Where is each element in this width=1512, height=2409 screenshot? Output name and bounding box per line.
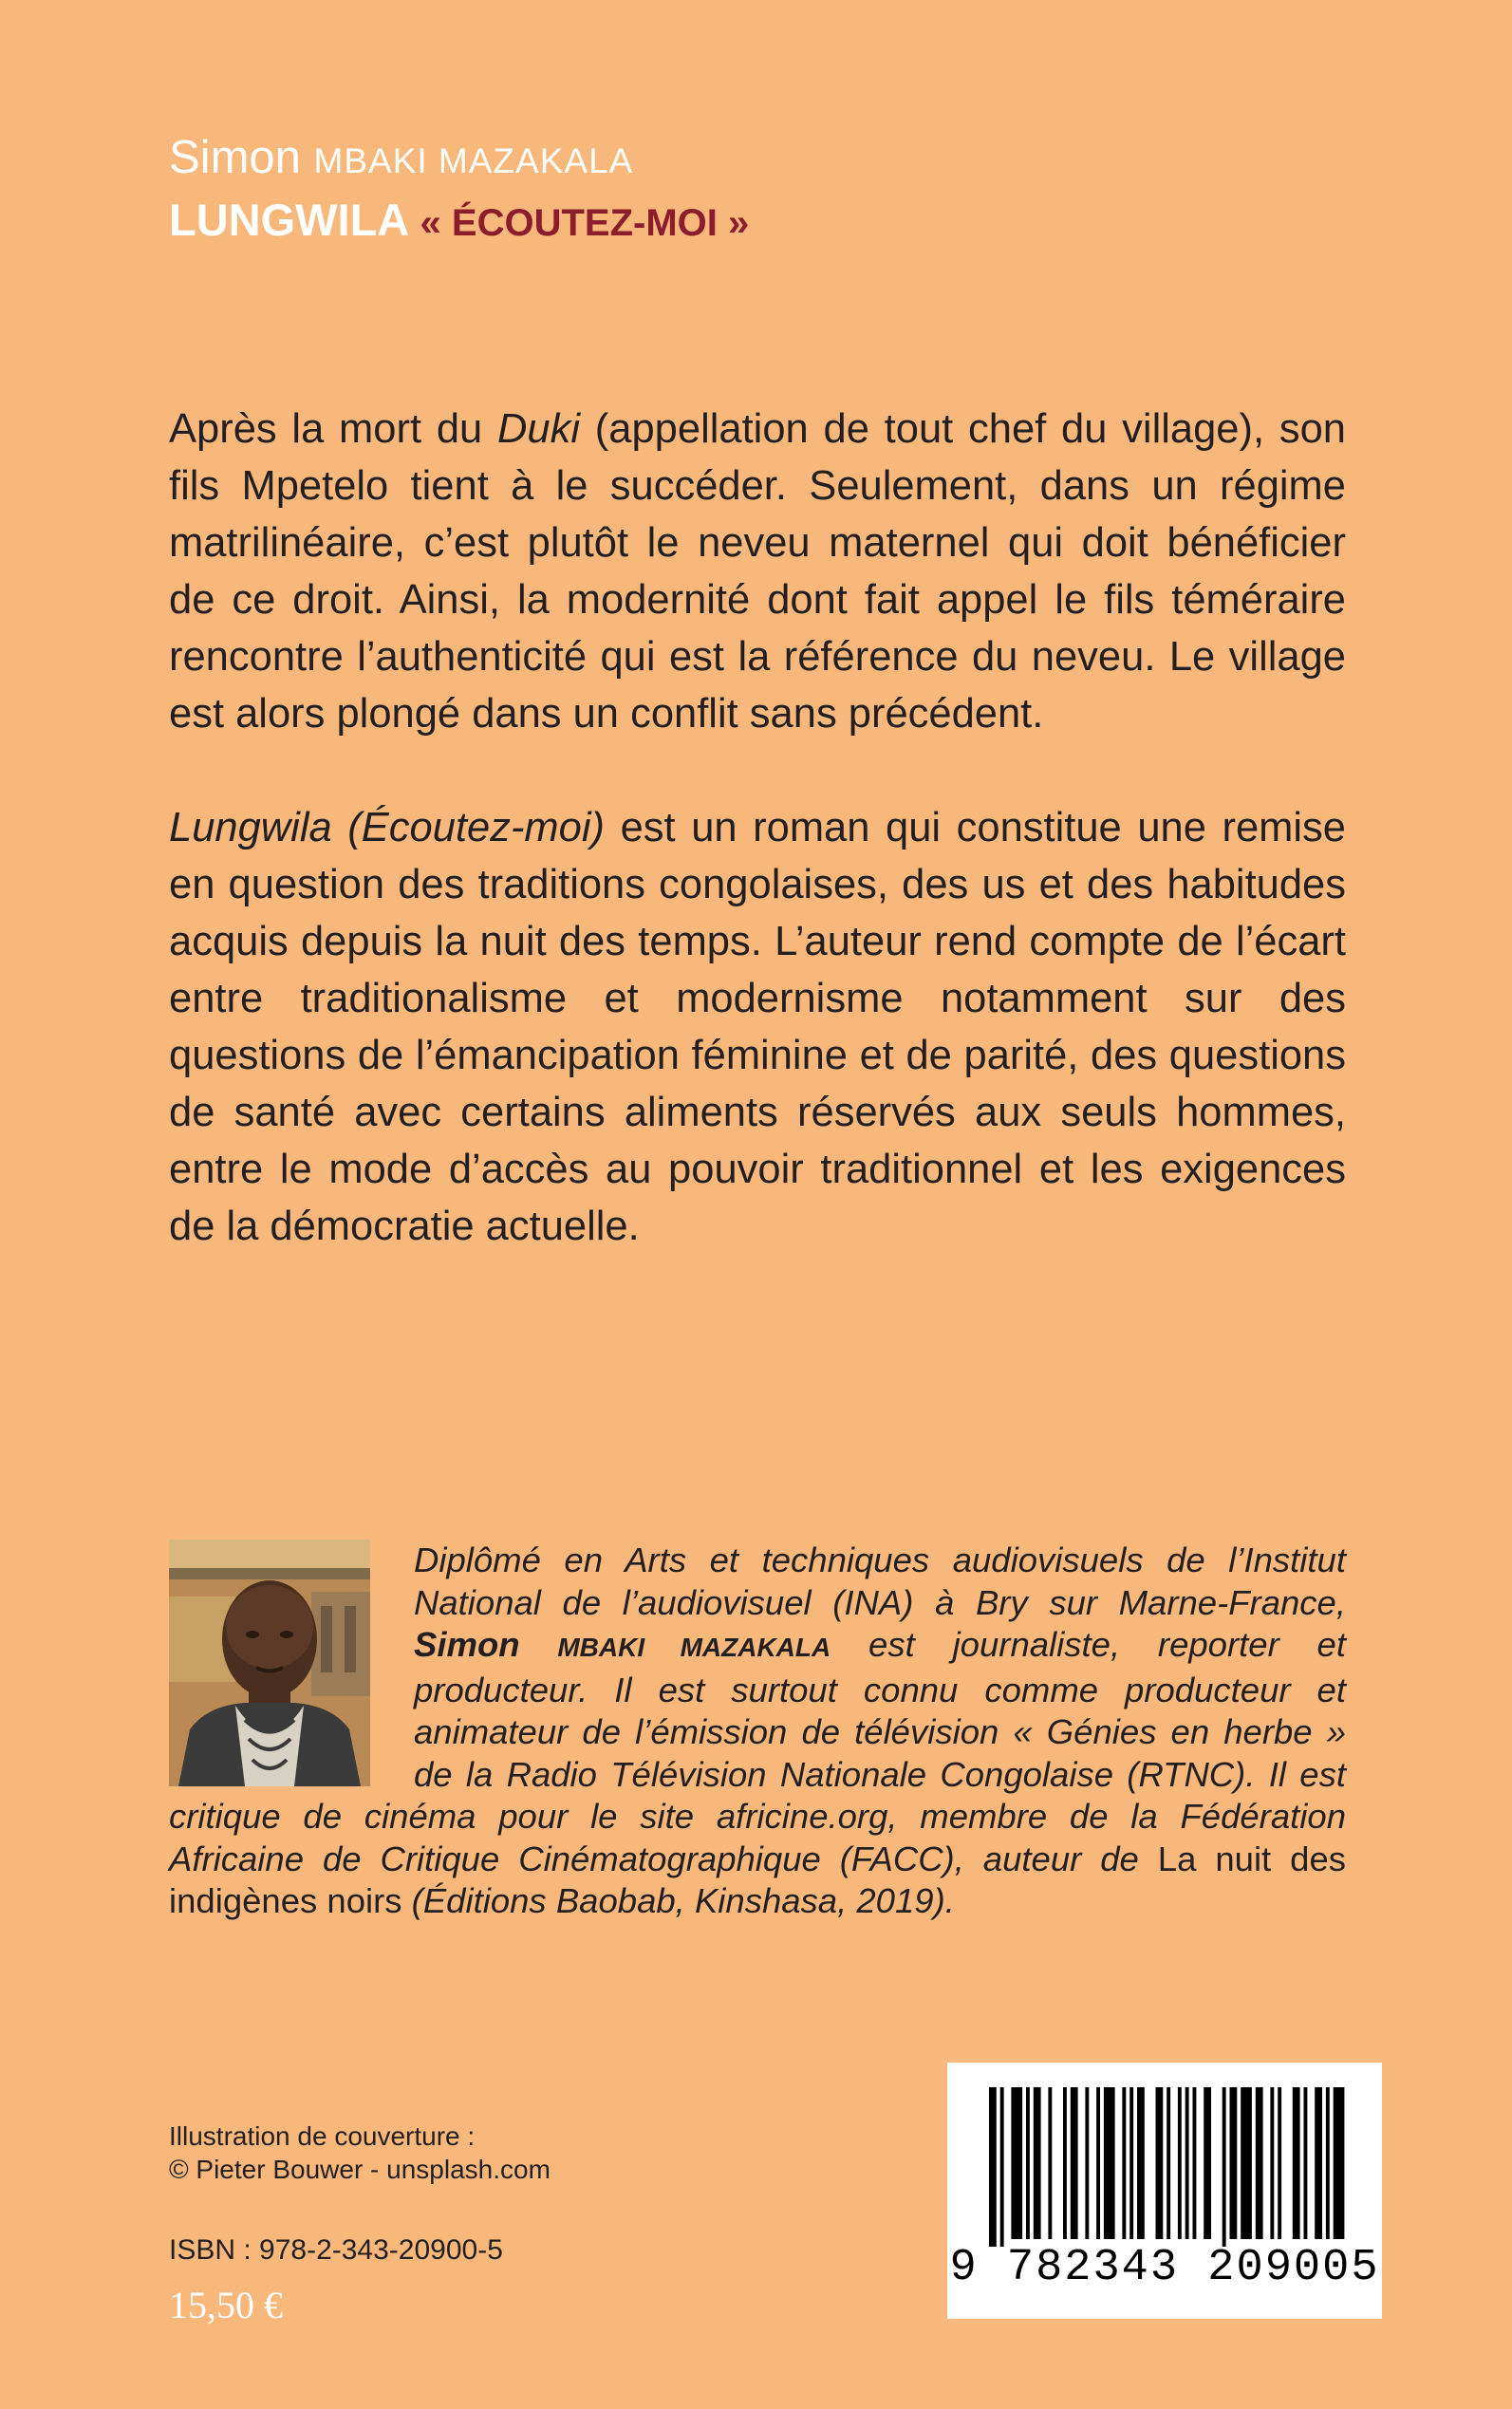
book-title-main: LUNGWILA (169, 195, 408, 245)
barcode-bar (1034, 2087, 1041, 2239)
credits-line-2: © Pieter Bouwer - unsplash.com (169, 2155, 551, 2184)
book-title-subtitle: « ÉCOUTEZ-MOI » (420, 202, 750, 244)
barcode-bar (1185, 2087, 1189, 2239)
photo-float-spacer (169, 1540, 414, 1794)
bio-part-2: est journaliste, reporter et producteur. Il est surtout connu comme producteur et animateur de l’émission de télévision « Génies en herbe » de la Radio Télévision Nationale Congolaise (RTNC). Il est critique de cinéma pour le site africine.org, membre de la Fédération Africaine de Critique Cinématographique (FACC), auteur de (169, 1625, 1346, 1878)
author-last-name: MBAKI MAZAKALA (313, 141, 634, 180)
author-first-name: Simon (169, 132, 301, 183)
barcode-bar (989, 2087, 997, 2247)
barcode-bar (1011, 2087, 1022, 2239)
barcode-bar (1063, 2087, 1067, 2239)
bio-part-3: (Éditions Baobab, Kinshasa, 2019). (401, 1881, 955, 1920)
isbn: ISBN : 978-2-343-20900-5 (169, 2234, 503, 2266)
barcode-bar (1167, 2087, 1170, 2239)
barcode-bar (1223, 2087, 1226, 2247)
barcode-bar (1178, 2087, 1182, 2239)
barcode-bar (1129, 2087, 1133, 2239)
synopsis-paragraph-1 (169, 401, 1346, 742)
barcode-bar (1000, 2087, 1004, 2247)
author-biography (169, 1540, 1346, 1923)
barcode-bar (1230, 2087, 1238, 2239)
barcode-bar (1071, 2087, 1078, 2239)
barcode-bar (1156, 2087, 1164, 2239)
barcode-bar (1193, 2087, 1197, 2239)
barcode-bar (1293, 2087, 1300, 2239)
cover-header (169, 128, 1213, 252)
barcode-bar (1048, 2087, 1052, 2239)
credits-line-1: Illustration de couverture : (169, 2121, 476, 2151)
barcode-bar (1096, 2087, 1100, 2239)
price: 15,50 € (169, 2284, 283, 2326)
barcode-bar (1241, 2087, 1252, 2239)
synopsis-p2-rest: est un roman qui constitue une remise en question des traditions congolaises, des us et des habitudes acquis depuis la nuit des temps. L’auteur rend compte de l’écart entre traditionalisme et modernisme notamment sur des questions de l’émancipation féminine et de parité, des questions de santé avec certains aliments réservés aux seuls hommes, entre le mode d’accès au pouvoir traditionnel et les exigences de la démocratie actuelle. (169, 805, 1346, 1249)
barcode-digits: 9 782343 209005 (949, 2243, 1380, 2293)
barcode (947, 2063, 1382, 2319)
barcode-bar (1085, 2087, 1089, 2239)
barcode-bar (1326, 2087, 1330, 2239)
synopsis (169, 401, 1346, 1255)
barcode-bar (1270, 2087, 1274, 2239)
barcode-bar (1137, 2087, 1145, 2239)
barcode-bar (1104, 2087, 1115, 2239)
barcode-bar (1278, 2087, 1281, 2239)
synopsis-p2-em: Lungwila (Écoutez-moi) (169, 805, 606, 850)
bio-name-first: Simon (414, 1625, 558, 1664)
barcode-bar (1256, 2087, 1263, 2239)
bio-author-name (414, 1625, 831, 1664)
synopsis-p1-em: Duki (497, 406, 581, 452)
synopsis-paragraph-2 (169, 799, 1346, 1255)
barcode-bar (1304, 2087, 1308, 2239)
barcode-bar (1334, 2087, 1345, 2239)
bio-book-title: La nuit des indigènes noirs (169, 1839, 1346, 1920)
barcode-bar (1315, 2087, 1322, 2239)
synopsis-p1-start: Après la mort du (169, 406, 497, 452)
book-title (169, 191, 1213, 252)
barcode-bars (947, 2063, 1382, 2252)
barcode-bar (1204, 2087, 1211, 2239)
barcode-bar (1122, 2087, 1126, 2239)
cover-credits (169, 2120, 551, 2186)
bio-part-1: Diplômé en Arts et techniques audiovisuels de l’Institut National de l’audiovisuel (INA) à Bry sur Marne-France, (414, 1541, 1346, 1622)
barcode-bar (1026, 2087, 1030, 2239)
synopsis-p1-rest: (appellation de tout chef du village), son fils Mpetelo tient à le succéder. Seulement, dans un régime matrilinéaire, c’est plutôt le neveu maternel qui doit bénéficier de ce droit. Ainsi, la modernité dont fait appel le fils téméraire rencontre l’authenticité qui est la référence du neveu. Le village est alors plongé dans un conflit sans précédent. (169, 406, 1346, 737)
bio-name-last: MBAKI MAZAKALA (557, 1633, 831, 1662)
author-name (169, 128, 1213, 191)
